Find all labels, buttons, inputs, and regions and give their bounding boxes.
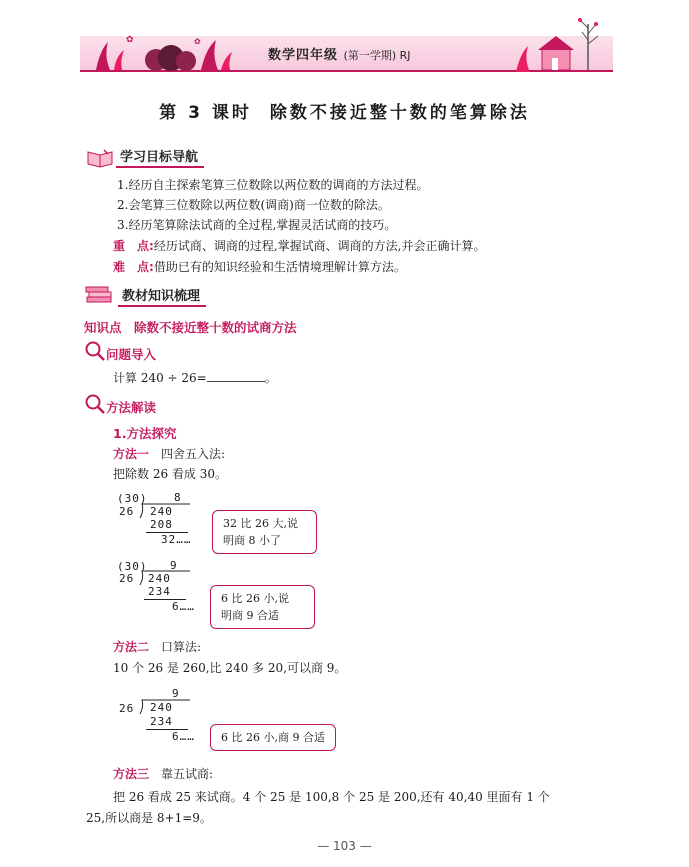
div2-rounded-divisor: (30) <box>117 560 148 573</box>
div1-rounded-divisor: (30) <box>117 492 148 505</box>
header-subtitle: (第一学期) RJ <box>343 49 411 62</box>
header-grade: 数学四年级 <box>268 48 339 63</box>
div2-dividend: 240 <box>148 572 171 585</box>
div3-product: 234 <box>150 715 173 728</box>
method3-name: 靠五试商: <box>161 767 214 781</box>
div3-quotient: 9 <box>172 687 180 700</box>
div2-quotient: 9 <box>170 559 178 572</box>
div3-dividend: 240 <box>150 701 173 714</box>
magnifier-icon <box>84 393 106 415</box>
method2-text: 10 个 26 是 260,比 240 多 20,可以商 9。 <box>113 661 347 675</box>
problem-expression: 计算 240 ÷ 26= <box>113 371 207 385</box>
method1-heading <box>113 446 225 462</box>
method3-text-line2: 25,所以商是 8+1=9。 <box>86 811 212 825</box>
problem-end: 。 <box>264 371 277 385</box>
key-point-text: 经历试商、调商的过程,掌握试商、调商的方法,并会正确计算。 <box>153 239 486 253</box>
div3-note: 6 比 26 小,商 9 合适 <box>221 731 325 744</box>
key-point-label: 重 点: <box>113 239 154 253</box>
div1-note-line1: 32 比 26 大,说 <box>223 517 298 530</box>
div1-dividend: 240 <box>150 505 173 518</box>
header-decoration-right <box>508 14 608 74</box>
problem-intro-text <box>113 370 277 386</box>
key-point <box>113 238 485 254</box>
method3-text-line1: 把 26 看成 25 来试商。4 个 25 是 100,8 个 25 是 200,还有 40,40 里面有 1 个 <box>113 790 550 804</box>
method3-label: 方法三 <box>113 767 150 781</box>
method1-label: 方法一 <box>113 447 150 461</box>
method2-name: 口算法: <box>161 640 202 654</box>
svg-text:✿: ✿ <box>126 35 134 45</box>
div1-remainder: 32…… <box>161 533 192 546</box>
method1-text: 把除数 26 看成 30。 <box>113 467 227 481</box>
page-number: — 103 — <box>317 839 372 853</box>
div1-note-box <box>212 510 317 554</box>
div1-product: 208 <box>150 518 173 531</box>
method-interpretation-heading: 方法解读 <box>106 400 157 415</box>
div1-divisor: 26 <box>119 505 135 518</box>
difficult-point-label: 难 点: <box>113 260 154 274</box>
books-stack-icon <box>84 285 116 305</box>
method3-heading <box>113 766 213 782</box>
section-learning-goals-heading: 学习目标导航 <box>116 146 204 168</box>
div1-quotient: 8 <box>174 491 182 504</box>
goal-item-1: 1.经历自主探索笔算三位数除以两位数的调商的方法过程。 <box>117 178 429 192</box>
method2-heading <box>113 639 201 655</box>
svg-text:✿: ✿ <box>194 37 201 46</box>
problem-intro-heading: 问题导入 <box>106 347 157 362</box>
div2-remainder: 6…… <box>172 600 195 613</box>
method-explore-heading: 1.方法探究 <box>113 426 177 441</box>
method2-label: 方法二 <box>113 640 150 654</box>
difficult-point <box>113 259 406 275</box>
difficult-point-text: 借助已有的知识经验和生活情境理解计算方法。 <box>153 260 406 274</box>
div2-note-line1: 6 比 26 小,说 <box>221 592 289 605</box>
method1-name: 四舍五入法: <box>161 447 226 461</box>
section-knowledge-heading: 教材知识梳理 <box>118 285 206 307</box>
lesson-title <box>0 98 689 123</box>
magnifier-icon <box>84 340 106 362</box>
book-icon <box>86 148 114 168</box>
lesson-number: 第 3 课时 <box>159 103 252 123</box>
div3-divisor: 26 <box>119 702 135 715</box>
div2-divisor: 26 <box>119 572 135 585</box>
div3-remainder: 6…… <box>172 730 195 743</box>
knowledge-point-label: 知识点 除数不接近整十数的试商方法 <box>84 320 297 335</box>
div2-note-box <box>210 585 315 629</box>
goal-item-3: 3.经历笔算除法试商的全过程,掌握灵活试商的技巧。 <box>117 218 397 232</box>
div2-note-line2: 明商 9 合适 <box>221 609 279 622</box>
div2-product: 234 <box>148 585 171 598</box>
header-title <box>268 44 411 63</box>
lesson-name: 除数不接近整十数的笔算除法 <box>269 103 530 123</box>
answer-blank[interactable] <box>207 370 265 382</box>
goal-item-2: 2.会笔算三位数除以两位数(调商)商一位数的除法。 <box>117 198 390 212</box>
header-decoration-left <box>86 30 236 76</box>
div3-note-box <box>210 724 336 751</box>
div1-note-line2: 明商 8 小了 <box>223 534 281 547</box>
